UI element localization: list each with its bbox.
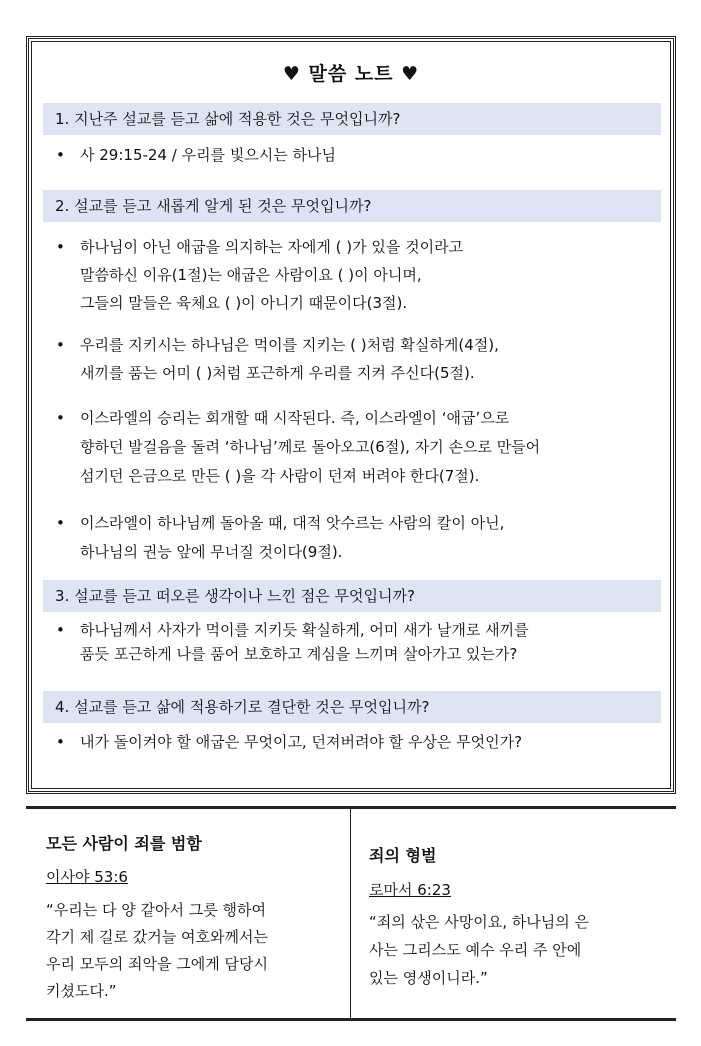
bullet-icon: •	[56, 238, 65, 256]
bullet-line: 그들의 말들은 육체요 ( )이 아니기 때문이다(3절).	[80, 294, 408, 312]
answer-2-bullet-3	[54, 404, 654, 491]
bullet-icon: •	[56, 146, 65, 164]
bullet-icon: •	[56, 336, 65, 354]
bullet-icon: •	[56, 514, 65, 532]
bullet-line: 이스라엘의 승리는 회개할 때 시작된다. 즉, 이스라엘이 ‘애굽’으로	[80, 409, 510, 427]
bullet-line: 하나님이 아닌 애굽을 의지하는 자에게 ( )가 있을 것이라고	[80, 238, 464, 256]
verse-line: 키셨도다.”	[46, 982, 117, 1000]
card-heading: 모든 사람이 죄를 범함	[46, 834, 202, 853]
question-3: 3. 설교를 듣고 떠오른 생각이나 느낀 점은 무엇입니까?	[43, 580, 661, 612]
card-verse	[369, 908, 589, 992]
cards-bottom-rule	[26, 1018, 676, 1021]
verse-card-2	[369, 843, 669, 987]
bullet-icon: •	[56, 733, 65, 751]
bullet-line: 하나님의 권능 앞에 무너질 것이다(9절).	[80, 543, 343, 561]
bullet-line: 내가 돌이켜야 할 애굽은 무엇이고, 던져버려야 할 우상은 무엇인가?	[80, 733, 523, 751]
bullet-line: 우리를 지키시는 하나님은 먹이를 지키는 ( )처럼 확실하게(4절),	[80, 336, 499, 354]
answer-3-bullet	[54, 618, 654, 666]
verse-line: 있는 영생이니라.”	[369, 969, 488, 987]
question-1: 1. 지난주 설교를 듣고 삶에 적용한 것은 무엇입니까?	[43, 103, 661, 135]
note-title: ♥ 말씀 노트 ♥	[282, 63, 420, 85]
verse-line: “우리는 다 양 같아서 그릇 행하여	[46, 901, 266, 919]
answer-2-bullet-1	[54, 233, 654, 317]
cards-divider	[350, 809, 351, 1018]
bullet-line: 새끼를 품는 어미 ( )처럼 포근하게 우리를 지켜 주신다(5절).	[80, 364, 475, 382]
card-reference: 로마서 6:23	[369, 881, 451, 899]
sermon-note-box	[26, 36, 676, 794]
question-2: 2. 설교를 듣고 새롭게 알게 된 것은 무엇입니까?	[43, 190, 661, 222]
verse-line: 사는 그리스도 예수 우리 주 안에	[369, 941, 582, 959]
verse-line: 우리 모두의 죄악을 그에게 담당시	[46, 955, 268, 973]
verse-line: “죄의 삯은 사망이요, 하나님의 은	[369, 913, 589, 931]
bullet-icon: •	[56, 621, 65, 639]
card-verse	[46, 897, 268, 1005]
bullet-line: 이스라엘이 하나님께 돌아올 때, 대적 앗수르는 사람의 칼이 아닌,	[80, 514, 505, 532]
bullet-line: 섬기던 은금으로 만든 ( )을 각 사람이 던져 버려야 한다(7절).	[80, 467, 480, 485]
verse-card-1	[46, 831, 341, 1000]
bullet-line: 하나님께서 사자가 먹이를 지키듯 확실하게, 어미 새가 날개로 새끼를	[80, 621, 529, 639]
bullet-line: 향하던 발걸음을 돌려 ‘하나님’께로 돌아오고(6절), 자기 손으로 만들어	[80, 438, 541, 456]
card-reference: 이사야 53:6	[46, 868, 128, 886]
verse-line: 각기 제 길로 갔거늘 여호와께서는	[46, 928, 268, 946]
bullet-line: 사 29:15-24 / 우리를 빛으시는 하나님	[80, 146, 337, 164]
question-4: 4. 설교를 듣고 삶에 적용하기로 결단한 것은 무엇입니까?	[43, 691, 661, 723]
answer-1-bullet	[54, 143, 654, 167]
bullet-line: 말씀하신 이유(1절)는 애굽은 사람이요 ( )이 아니며,	[80, 266, 422, 284]
card-heading: 죄의 형벌	[369, 846, 437, 865]
bullet-icon: •	[56, 409, 65, 427]
answer-2-bullet-4	[54, 509, 654, 567]
answer-2-bullet-2	[54, 331, 654, 387]
bullet-line: 품듯 포근하게 나를 품어 보호하고 계심을 느끼며 살아가고 있는가?	[80, 645, 518, 663]
cards-top-rule	[26, 806, 676, 809]
answer-4-bullet	[54, 730, 654, 754]
